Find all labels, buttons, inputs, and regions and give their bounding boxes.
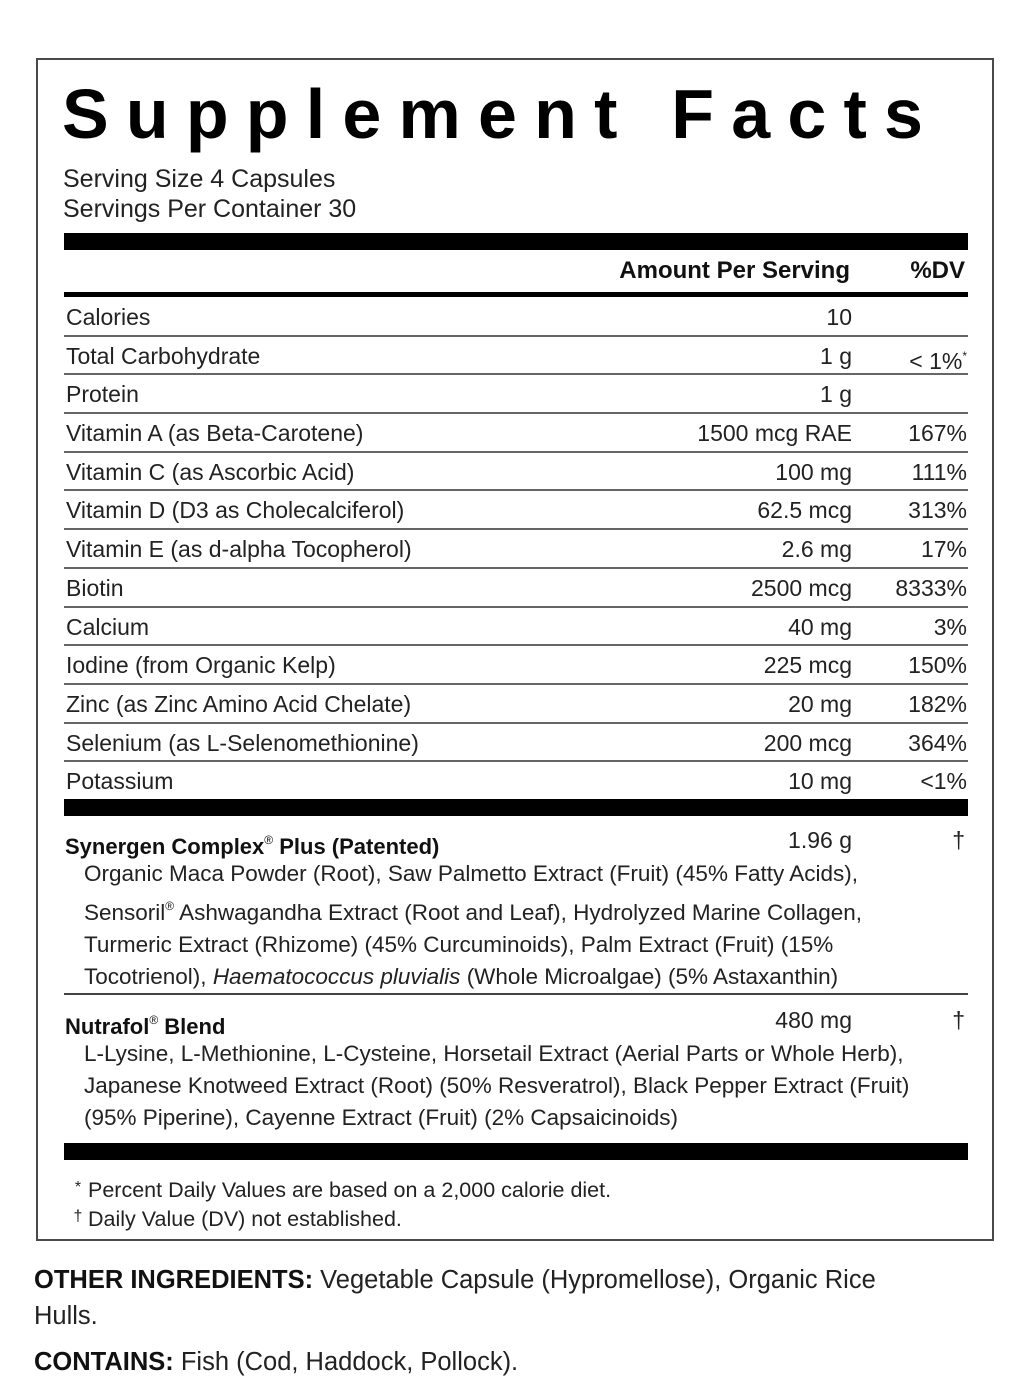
nutrient-name: Total Carbohydrate [66,342,261,369]
nutrient-row-calcium [64,608,968,647]
nutrient-name: Calories [66,304,151,330]
nutrient-name: Potassium [66,768,174,795]
blend-ingredients: L-Lysine, L-Methionine, L-Cysteine, Horsetail Extract (Aerial Parts or Whole Herb), Japanese Knotweed Extract (Root) (50% Resveratrol), Black Pepper Extract (Fruit) (95% Piperine), Cayenne Extract (Fruit) (2% Capsaicinoids) [84,1041,910,1130]
nutrient-row-iodine [64,646,968,685]
column-header-amount: Amount Per Serving [619,257,850,284]
blend-amount: 480 mg [775,1007,852,1033]
registered-mark: ® [264,833,274,847]
contains-text: Fish (Cod, Haddock, Pollock). [173,1348,519,1376]
nutrient-amount: 100 mg [775,458,852,485]
nutrient-name: Calcium [66,613,150,640]
thick-divider-top [64,233,968,250]
nutrient-amount: 1 g [820,342,852,369]
medium-divider [64,292,968,297]
nutrient-row-selenium [64,724,968,763]
blend-name [65,1005,225,1042]
ingredients-text: Organic Maca Powder (Root), Saw Palmetto Extract (Fruit) (45% Fatty Acids), Sensoril [84,861,858,925]
blend-divider [64,993,968,995]
nutrient-row-protein [64,375,968,414]
ingredients-text: Ashwagandha Extract (Root and Leaf), Hydrolyzed Marine Collagen, Turmeric Extract (Rhizome) (45% Curcuminoids), Palm Extract (Fruit) (15% Tocotrienol), [84,900,863,989]
blend-name [65,825,439,862]
nutrient-amount: 1 g [820,381,852,408]
nutrient-amount: 62.5 mcg [757,497,852,524]
nutrient-dv: 111% [911,458,967,485]
nutrient-row-total-carbohydrate [64,337,968,376]
nutrient-name: Biotin [66,574,124,601]
nutrient-name: Iodine (from Organic Kelp) [66,652,336,679]
ingredients-text: (Whole Microalgae) (5% Astaxanthin) [460,964,839,989]
nutrient-name: Vitamin D (D3 as Cholecalciferol) [66,497,405,524]
nutrient-name: Zinc (as Zinc Amino Acid Chelate) [66,690,412,717]
blend-name-suffix: Plus (Patented) [273,834,440,859]
nutrient-row-potassium [64,762,968,801]
blend-name-text: Synergen Complex [65,834,265,859]
dagger-mark: † [952,827,965,853]
nutrient-name: Vitamin A (as Beta-Carotene) [66,420,364,447]
blend-synergen-complex [64,825,968,989]
nutrient-dv: <1% [920,768,967,795]
nutrient-row-vitamin-c [64,453,968,492]
servings-per-container: Servings Per Container 30 [63,195,357,223]
blend-ingredients [84,858,944,993]
footnote-text: Percent Daily Values are based on a 2,000 calorie diet. [88,1178,612,1202]
nutrient-row-calories [64,298,968,337]
nutrient-dv: 150% [908,652,967,679]
footnote-dagger [68,1203,402,1233]
supplement-facts-panel [36,58,994,1241]
nutrient-dv: 3% [933,613,967,640]
dv-value: < 1% [909,347,963,374]
allergen-contains [34,1344,994,1380]
nutrient-name: Protein [66,381,139,408]
nutrient-dv: 364% [908,729,967,756]
nutrient-amount: 225 mcg [763,652,852,679]
blend-nutrafol [64,1005,968,1135]
nutrient-row-vitamin-d [64,491,968,530]
nutrient-name: Selenium (as L-Selenomethionine) [66,729,419,756]
nutrient-row-vitamin-e [64,530,968,569]
nutrient-amount: 10 mg [788,768,852,795]
thick-divider-bottom [64,1143,968,1160]
blend-name-suffix: Blend [158,1014,226,1039]
nutrient-amount: 1500 mcg RAE [697,420,852,447]
nutrient-dv: 167% [908,420,967,447]
nutrient-amount: 20 mg [788,690,852,717]
asterisk-mark: * [962,348,967,363]
species-name: Haematococcus pluvialis [212,964,461,989]
nutrient-amount: 10 [826,304,852,330]
nutrient-dv: 313% [908,497,967,524]
nutrient-dv: 17% [920,536,967,563]
asterisk-symbol: * [74,1179,82,1196]
other-ingredients-text: Vegetable Capsule (Hypromellose), Organic Rice Hulls. [34,1266,876,1330]
serving-size: Serving Size 4 Capsules [63,165,336,193]
footnote-text: Daily Value (DV) not established. [88,1207,402,1231]
nutrient-amount: 2500 mcg [750,574,852,601]
dagger-mark: † [952,1007,965,1033]
contains-label: CONTAINS: [34,1348,174,1376]
other-ingredients [34,1262,934,1334]
blend-name-text: Nutrafol [65,1014,150,1039]
registered-mark: ® [165,899,175,913]
blend-amount: 1.96 g [788,827,852,853]
nutrient-amount: 200 mcg [763,729,852,756]
nutrient-dv [909,341,967,376]
column-header-dv: %DV [910,257,965,284]
nutrient-amount: 2.6 mg [781,536,852,563]
registered-mark: ® [149,1013,159,1027]
panel-title: Supplement Facts [62,75,941,153]
footnote-asterisk [68,1174,611,1204]
nutrient-row-biotin [64,569,968,608]
nutrient-name: Vitamin E (as d-alpha Tocopherol) [66,536,412,563]
nutrient-dv: 182% [908,690,967,717]
nutrient-dv: 8333% [895,574,967,601]
nutrient-row-zinc [64,685,968,724]
nutrient-row-vitamin-a [64,414,968,453]
nutrient-name: Vitamin C (as Ascorbic Acid) [66,458,355,485]
other-ingredients-label: OTHER INGREDIENTS: [34,1266,314,1294]
nutrient-amount: 40 mg [788,613,852,640]
dagger-symbol: † [73,1208,83,1225]
thick-divider-blends [64,799,968,816]
nutrient-table [64,298,968,801]
